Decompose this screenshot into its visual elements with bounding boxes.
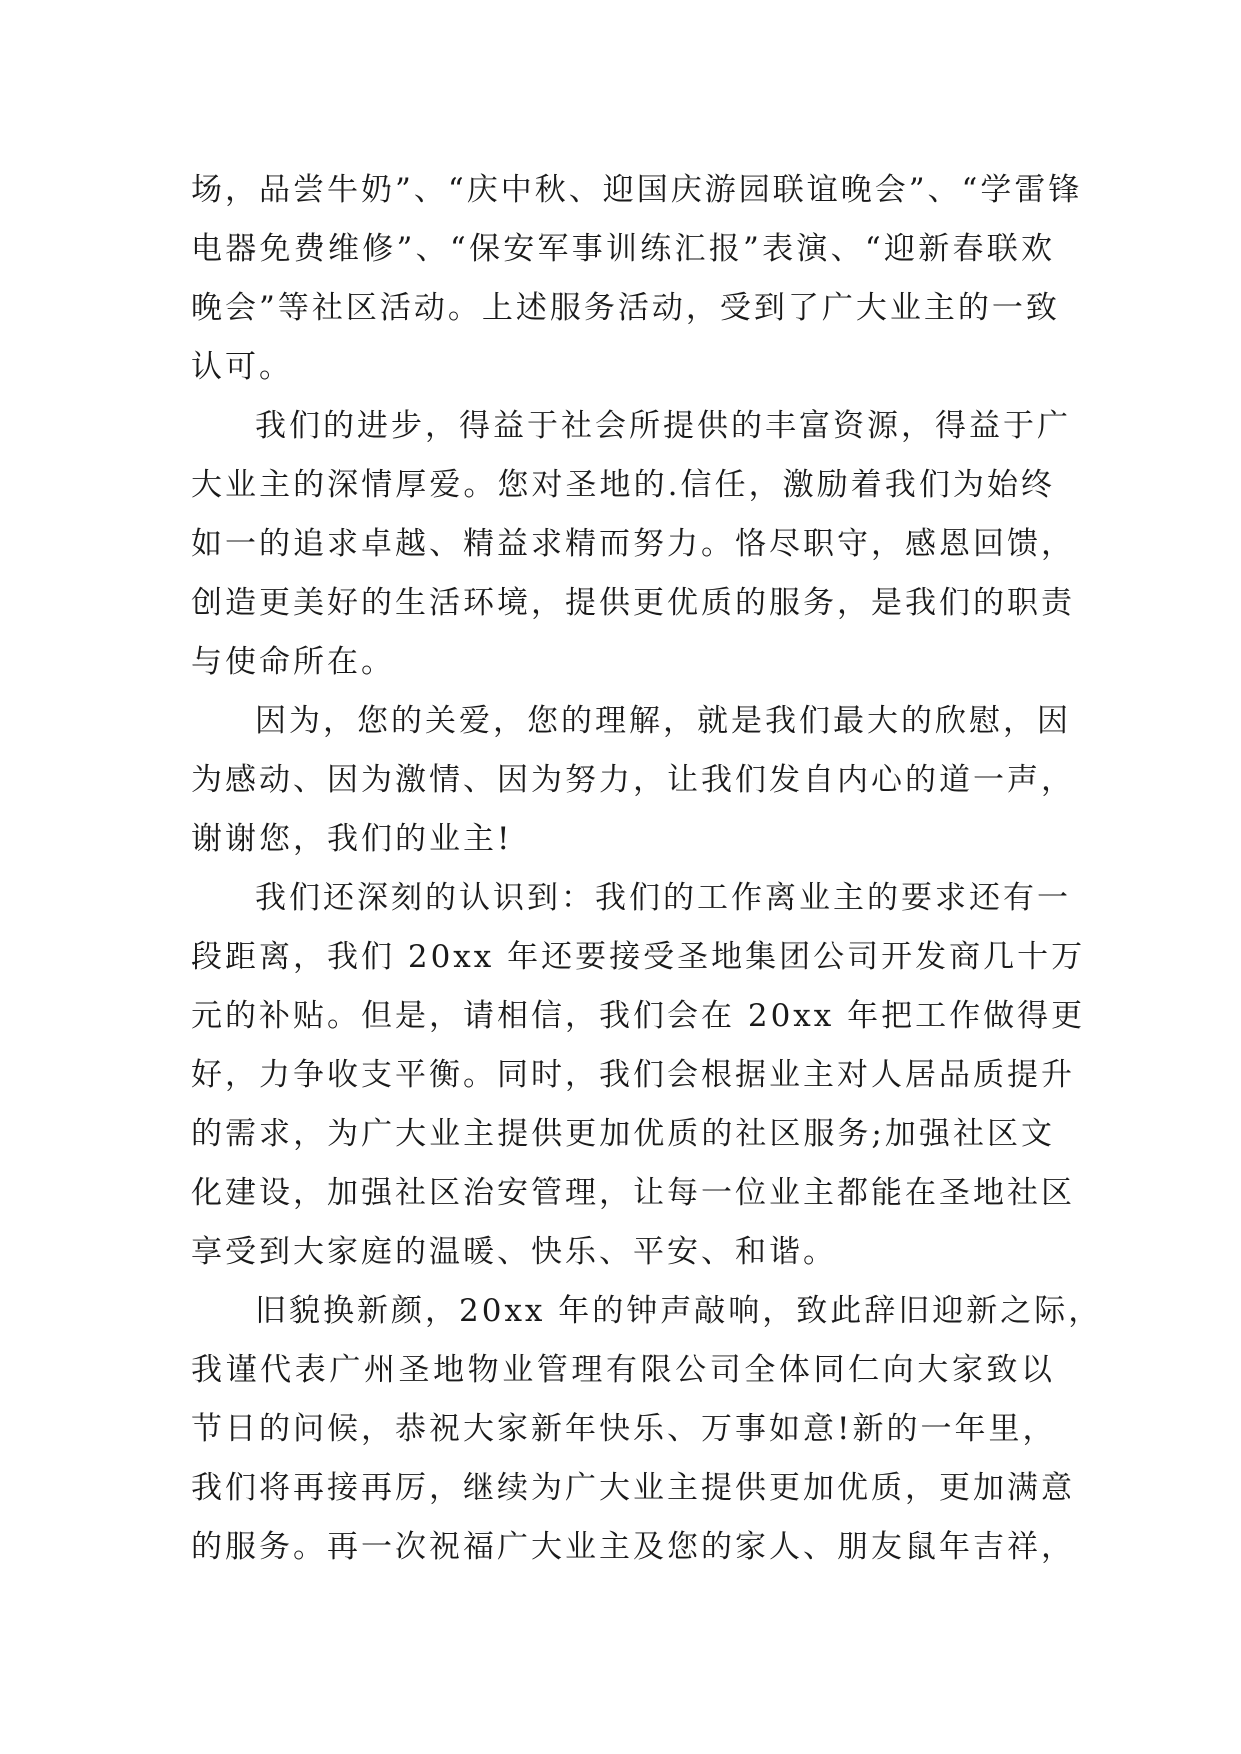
text-line: 谢谢您，我们的业主! [191, 821, 513, 857]
text-line: 认可。 [191, 349, 293, 385]
text-line: 场，品尝牛奶”、“庆中秋、迎国庆游园联谊晚会”、“学雷锋 [191, 172, 1083, 208]
text-line: 节日的问候，恭祝大家新年快乐、万事如意!新的一年里， [191, 1411, 1057, 1447]
paragraph [191, 869, 1086, 1282]
document-body [191, 161, 1103, 1577]
text-line: 我谨代表广州圣地物业管理有限公司全体同仁向大家致以 [191, 1352, 1055, 1388]
text-line: 大业主的深情厚爱。您对圣地的.信任，激励着我们为始终 [191, 467, 1055, 503]
text-line: 好，力争收支平衡。同时，我们会根据业主对人居品质提升 [191, 1057, 1075, 1093]
paragraph [191, 1282, 1103, 1577]
text-line: 如一的追求卓越、精益求精而努力。恪尽职守，感恩回馈， [191, 526, 1075, 562]
text-line: 段距离，我们 20xx 年还要接受圣地集团公司开发商几十万 [191, 939, 1086, 975]
text-line: 享受到大家庭的温暖、快乐、平安、和谐。 [191, 1234, 837, 1270]
text-line: 旧貌换新颜，20xx 年的钟声敲响，致此辞旧迎新之际， [255, 1293, 1103, 1329]
text-line: 化建设，加强社区治安管理，让每一位业主都能在圣地社区 [191, 1175, 1075, 1211]
text-line: 我们还深刻的认识到：我们的工作离业主的要求还有一 [255, 880, 1071, 916]
text-line: 的需求，为广大业主提供更加优质的社区服务;加强社区文 [191, 1116, 1055, 1152]
text-line: 我们将再接再厉，继续为广大业主提供更加优质，更加满意 [191, 1470, 1075, 1506]
text-line: 为感动、因为激情、因为努力，让我们发自内心的道一声， [191, 762, 1075, 798]
text-line: 我们的进步，得益于社会所提供的丰富资源，得益于广 [255, 408, 1071, 444]
text-line: 与使命所在。 [191, 644, 395, 680]
text-line: 电器免费维修”、“保安军事训练汇报”表演、“迎新春联欢 [191, 231, 1055, 267]
text-line: 元的补贴。但是，请相信，我们会在 20xx 年把工作做得更 [191, 998, 1086, 1034]
paragraph [191, 692, 1075, 869]
paragraph [191, 397, 1075, 692]
text-line: 晚会”等社区活动。上述服务活动，受到了广大业主的一致 [191, 290, 1060, 326]
text-line: 创造更美好的生活环境，提供更优质的服务，是我们的职责 [191, 585, 1075, 621]
text-line: 因为，您的关爱，您的理解，就是我们最大的欣慰，因 [255, 703, 1071, 739]
paragraph [191, 161, 1083, 397]
text-line: 的服务。再一次祝福广大业主及您的家人、朋友鼠年吉祥， [191, 1529, 1075, 1565]
